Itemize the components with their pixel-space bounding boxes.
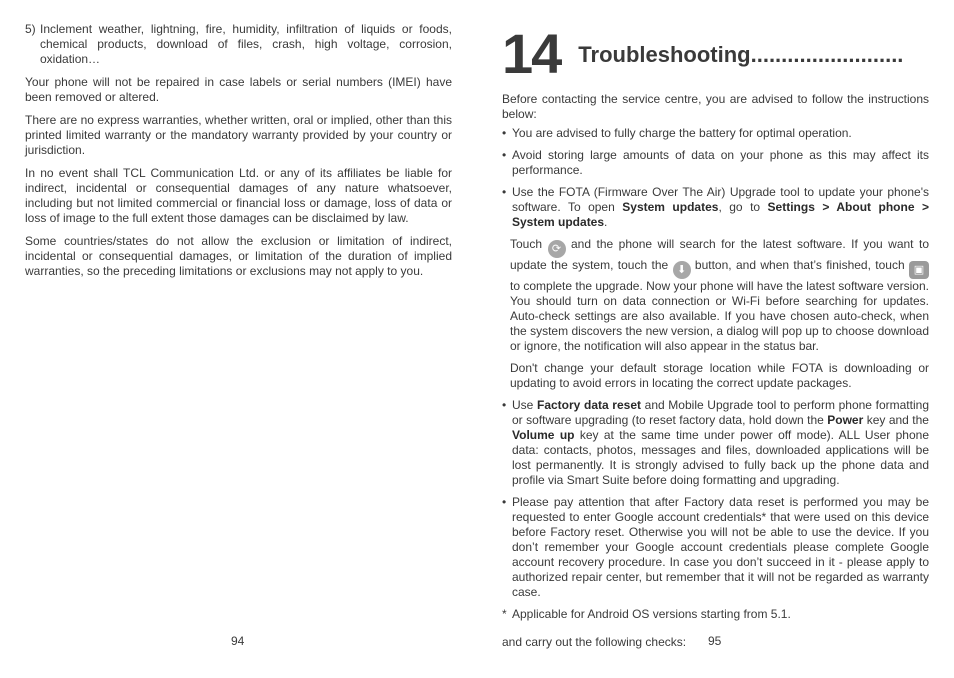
bold-factory-data-reset: Factory data reset xyxy=(537,398,641,412)
text-run: Use xyxy=(512,398,537,412)
paragraph-exclusions: Some countries/states do not allow the exclusion or limitation of indirect, incidental or consequential damages, or limitation of the duration of implied warranties, so the preceding limitations or exclusions may not apply to you. xyxy=(25,234,452,278)
list-item xyxy=(502,185,929,230)
bullet-marker: • xyxy=(502,398,507,412)
text-run: Touch xyxy=(510,237,548,251)
bold-power: Power xyxy=(827,413,864,427)
storage-warning-paragraph: Don't change your default storage location while FOTA is downloading or updating to avoid errors in locating the correct update packages. xyxy=(510,361,929,390)
bullet-marker: • xyxy=(502,126,507,140)
fota-touch-paragraph xyxy=(510,237,929,354)
bold-settings-path: Settings > About phone > System updates xyxy=(512,200,929,229)
intro-paragraph: Before contacting the service centre, you are advised to follow the instructions below: xyxy=(502,92,929,121)
list-item xyxy=(502,148,929,178)
text-run: and Mobile Upgrade tool to perform phone formatting or software upgrading (to reset factory data, hold down the xyxy=(512,398,929,427)
install-icon: ▣ xyxy=(909,261,929,279)
text-run: button, and when that’s finished, touch xyxy=(690,258,909,272)
bullet-text xyxy=(512,398,929,488)
list-item xyxy=(502,126,929,141)
bullet-marker: • xyxy=(502,495,507,509)
footnote xyxy=(502,607,929,622)
text-run: and the phone will search for the latest software. If you want to update the system, touch the xyxy=(510,237,929,272)
page-number-left: 94 xyxy=(231,634,245,648)
footnote-marker: * xyxy=(502,607,507,621)
text-run: to complete the upgrade. Now your phone will have the latest software version. You should turn on data connection or Wi-Fi before searching for updates. Auto-check settings are also available. If you have chosen auto-check, when the system discovers the new version, a dialog will pop up to choose download or ignore, the notification will also appear in the status bar. xyxy=(510,279,929,353)
list-item-number: 5) xyxy=(25,22,36,36)
chapter-title: Troubleshooting......................... xyxy=(578,42,904,67)
text-run: Use the FOTA (Firmware Over The Air) Upgrade tool to update your phone's software. To open xyxy=(512,185,929,214)
text-run: key at the same time under power off mode). ALL User phone data: contacts, photos, messages and files, downloaded applications will be lost permanently. It is strongly advised to fully back up the phone data and profile via Smart Suite before doing formatting and upgrading. xyxy=(512,428,929,487)
left-page xyxy=(25,0,452,279)
download-icon: ⬇ xyxy=(673,261,691,279)
paragraph-liability: In no event shall TCL Communication Ltd. or any of its affiliates be liable for indirect, incidental or consequential damages of any nature whatsoever, including but not limited commercial or financial loss or damage, loss of data or loss of image to the full extent those damages can be disclaimed by law. xyxy=(25,166,452,225)
closing-line: and carry out the following checks: xyxy=(502,635,687,649)
footnote-text: Applicable for Android OS versions starting from 5.1. xyxy=(512,607,791,621)
bullet-text xyxy=(512,185,929,230)
list-item-5 xyxy=(25,22,452,67)
troubleshooting-list xyxy=(502,126,929,650)
bullet-marker: • xyxy=(502,185,507,199)
bullet-text: Please pay attention that after Factory data reset is performed you may be requested to enter Google account credentials* that were used on this device before Factory reset. Otherwise you will not be able to use the device. If you don’t remember your Google account credentials please complete Google account recovery procedure. In case you don’t succeed in it - please apply to authorized repair center, but remember that it will not be regarded as warranty case. xyxy=(512,495,929,599)
bullet-text: Avoid storing large amounts of data on your phone as this may affect its performance. xyxy=(512,148,929,177)
text-run: key and the xyxy=(863,413,929,427)
text-run: , go to xyxy=(718,200,768,214)
page-number-right: 95 xyxy=(708,634,722,648)
chapter-heading xyxy=(502,22,904,85)
list-item xyxy=(502,495,929,600)
bullet-text: You are advised to fully charge the battery for optimal operation. xyxy=(512,126,852,140)
chapter-number: 14 xyxy=(502,22,561,85)
list-item-text: Inclement weather, lightning, fire, humidity, infiltration of liquids or foods, chemical products, download of files, crash, high voltage, corrosion, oxidation… xyxy=(40,22,452,66)
bold-volume-up: Volume up xyxy=(512,428,575,442)
refresh-icon: ⟳ xyxy=(548,240,566,258)
paragraph-no-express-warranties: There are no express warranties, whether written, oral or implied, other than this printed limited warranty or the mandatory warranty provided by your country or jurisdiction. xyxy=(25,113,452,157)
text-run: . xyxy=(604,215,608,229)
bullet-marker: • xyxy=(502,148,507,162)
paragraph-imei: Your phone will not be repaired in case labels or serial numbers (IMEI) have been removed or altered. xyxy=(25,75,452,104)
bold-system-updates: System updates xyxy=(622,200,719,214)
list-item xyxy=(502,398,929,488)
